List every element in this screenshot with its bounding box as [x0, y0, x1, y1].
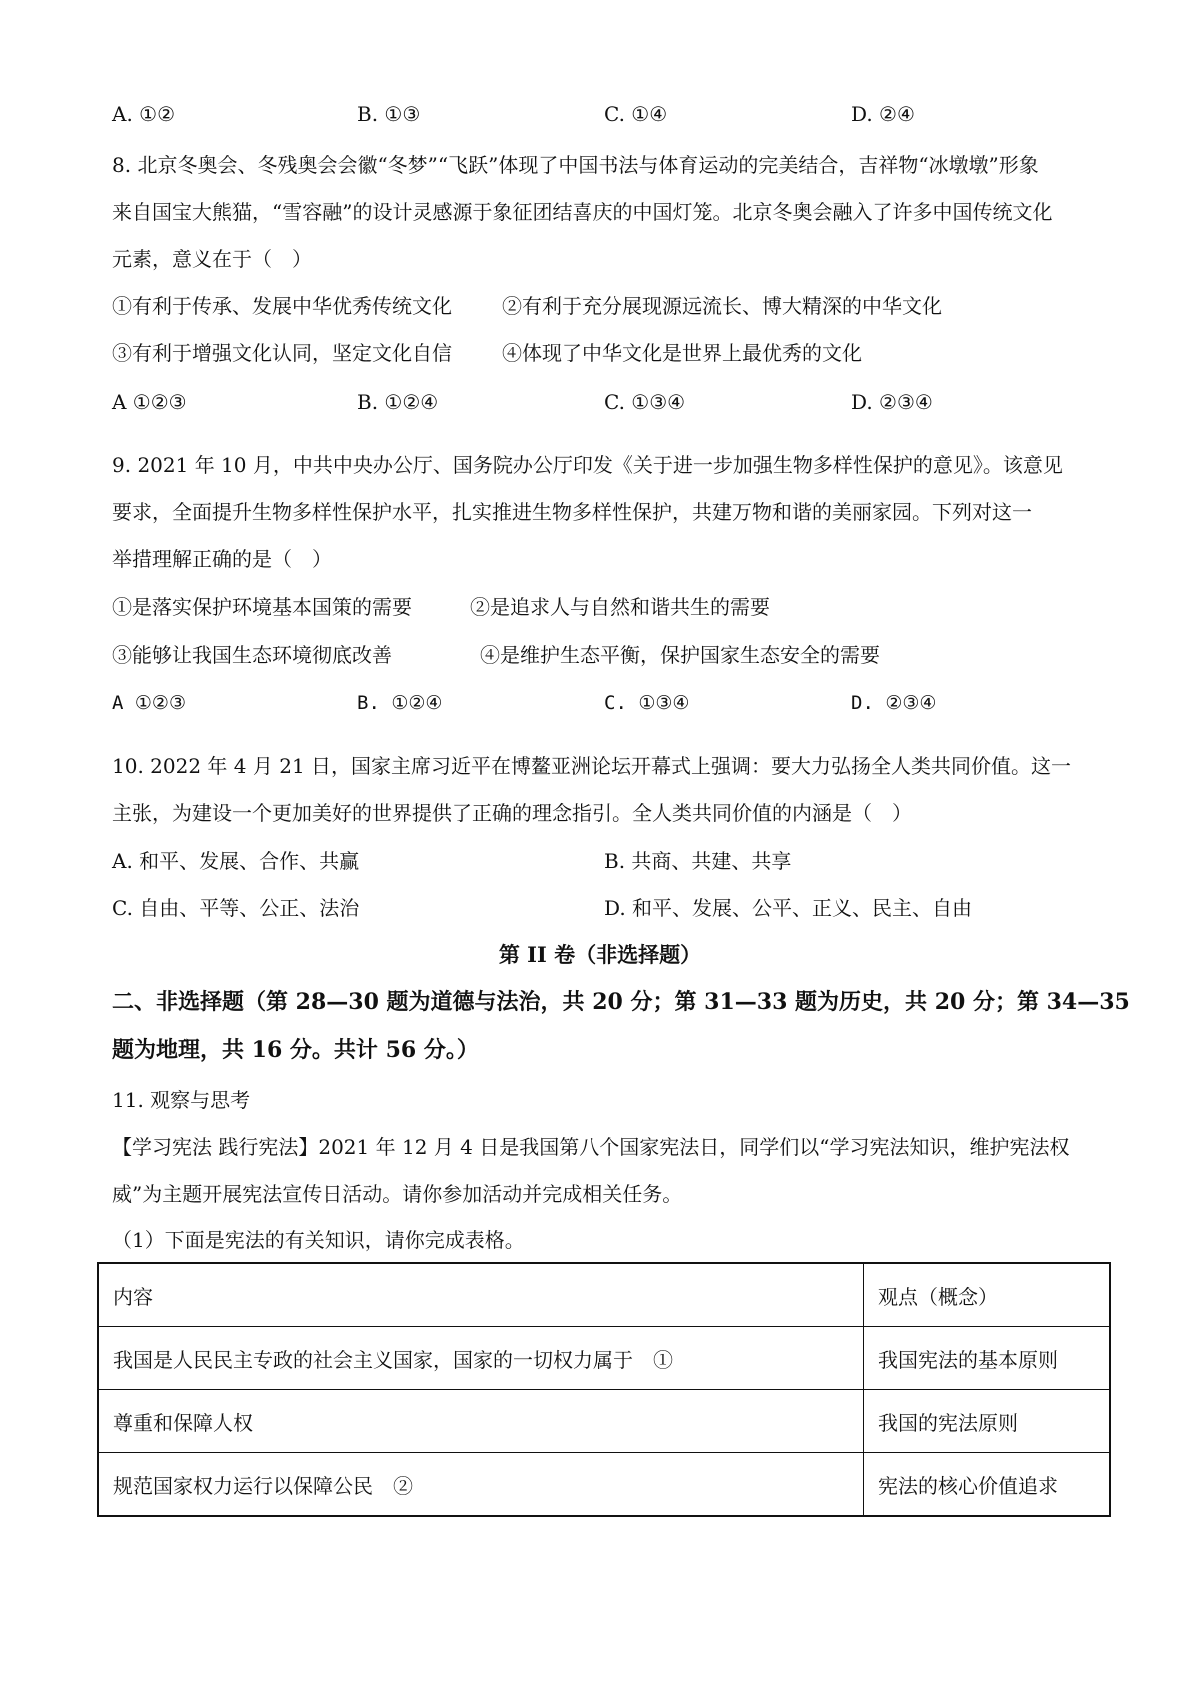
q9-stem-line: 举措理解正确的是（ ）	[112, 547, 332, 571]
section-heading-line: 题为地理，共 16 分。共计 56 分。）	[112, 1037, 479, 1063]
table-row	[98, 1453, 1110, 1517]
q10-option-b: B. 共商、共建、共享	[604, 849, 792, 873]
table-header-cell: 内容	[98, 1263, 864, 1327]
q9-option-c: C. ①③④	[604, 692, 690, 714]
q8-statement-2: ②有利于充分展现源远流长、博大精深的中华文化	[502, 294, 942, 318]
q9-statement-1: ①是落实保护环境基本国策的需要	[112, 595, 412, 619]
q8-option-b: B. ①②④	[357, 390, 439, 414]
constitution-table	[97, 1262, 1111, 1517]
q9-statement-3: ③能够让我国生态环境彻底改善	[112, 643, 392, 667]
q9-stem-line: 9. 2021 年 10 月，中共中央办公厅、国务院办公厅印发《关于进一步加强生物多样性保护的意见》。该意见	[112, 453, 1063, 477]
table-cell: 规范国家权力运行以保障公民 ②	[98, 1453, 864, 1517]
q8-option-c: C. ①③④	[604, 390, 686, 414]
q10-option-a: A. 和平、发展、合作、共赢	[112, 849, 360, 873]
q11-title: 11. 观察与思考	[112, 1088, 251, 1112]
q7-option-d: D. ②④	[851, 102, 915, 126]
q9-statement-4: ④是维护生态平衡，保护国家生态安全的需要	[480, 643, 880, 667]
q11-intro-line: 威”为主题开展宪法宣传日活动。请你参加活动并完成相关任务。	[112, 1182, 683, 1206]
q7-option-b: B. ①③	[357, 102, 421, 126]
q8-option-d: D. ②③④	[851, 390, 933, 414]
q8-stem-line: 8. 北京冬奥会、冬残奥会会徽“冬梦”“飞跃”体现了中国书法与体育运动的完美结合，吉祥物“冰墩墩”形象	[112, 153, 1039, 177]
table-cell: 我国的宪法原则	[864, 1390, 1111, 1453]
q11-intro-line: 【学习宪法 践行宪法】2021 年 12 月 4 日是我国第八个国家宪法日，同学们以“学习宪法知识，维护宪法权	[112, 1135, 1070, 1159]
table-row	[98, 1327, 1110, 1390]
q8-stem-line: 来自国宝大熊猫，“雪容融”的设计灵感源于象征团结喜庆的中国灯笼。北京冬奥会融入了许多中国传统文化	[112, 200, 1053, 224]
q8-option-a: A ①②③	[112, 390, 187, 414]
table-cell: 我国宪法的基本原则	[864, 1327, 1111, 1390]
q8-statement-4: ④体现了中华文化是世界上最优秀的文化	[502, 341, 862, 365]
q10-stem-line: 10. 2022 年 4 月 21 日，国家主席习近平在博鳌亚洲论坛开幕式上强调：要大力弘扬全人类共同价值。这一	[112, 754, 1072, 778]
table-header-cell: 观点（概念）	[864, 1263, 1111, 1327]
section-heading-line: 二、非选择题（第 28—30 题为道德与法治，共 20 分；第 31—33 题为历史，共 20 分；第 34—35	[112, 989, 1130, 1015]
q10-stem-line: 主张，为建设一个更加美好的世界提供了正确的理念指引。全人类共同价值的内涵是（ ）	[112, 801, 912, 825]
q10-option-d: D. 和平、发展、公平、正义、民主、自由	[604, 896, 973, 920]
q11-subquestion-1: （1）下面是宪法的有关知识，请你完成表格。	[112, 1228, 525, 1252]
table-row	[98, 1390, 1110, 1453]
section-title: 第 II 卷（非选择题）	[498, 942, 702, 967]
q9-option-d: D. ②③④	[851, 692, 937, 714]
q9-option-b: B. ①②④	[357, 692, 443, 714]
q7-option-c: C. ①④	[604, 102, 668, 126]
table-cell: 宪法的核心价值追求	[864, 1453, 1111, 1517]
q9-option-a: A ①②③	[112, 692, 186, 714]
q10-option-c: C. 自由、平等、公正、法治	[112, 896, 360, 920]
q8-statement-1: ①有利于传承、发展中华优秀传统文化	[112, 294, 452, 318]
q9-stem-line: 要求，全面提升生物多样性保护水平，扎实推进生物多样性保护，共建万物和谐的美丽家园。下列对这一	[112, 500, 1032, 524]
table-header-row	[98, 1263, 1110, 1327]
q9-statement-2: ②是追求人与自然和谐共生的需要	[470, 595, 770, 619]
q7-option-a: A. ①②	[112, 102, 176, 126]
table-cell: 我国是人民民主专政的社会主义国家，国家的一切权力属于 ①	[98, 1327, 864, 1390]
table-cell: 尊重和保障人权	[98, 1390, 864, 1453]
q8-stem-line: 元素，意义在于（ ）	[112, 247, 312, 271]
q8-statement-3: ③有利于增强文化认同，坚定文化自信	[112, 341, 452, 365]
